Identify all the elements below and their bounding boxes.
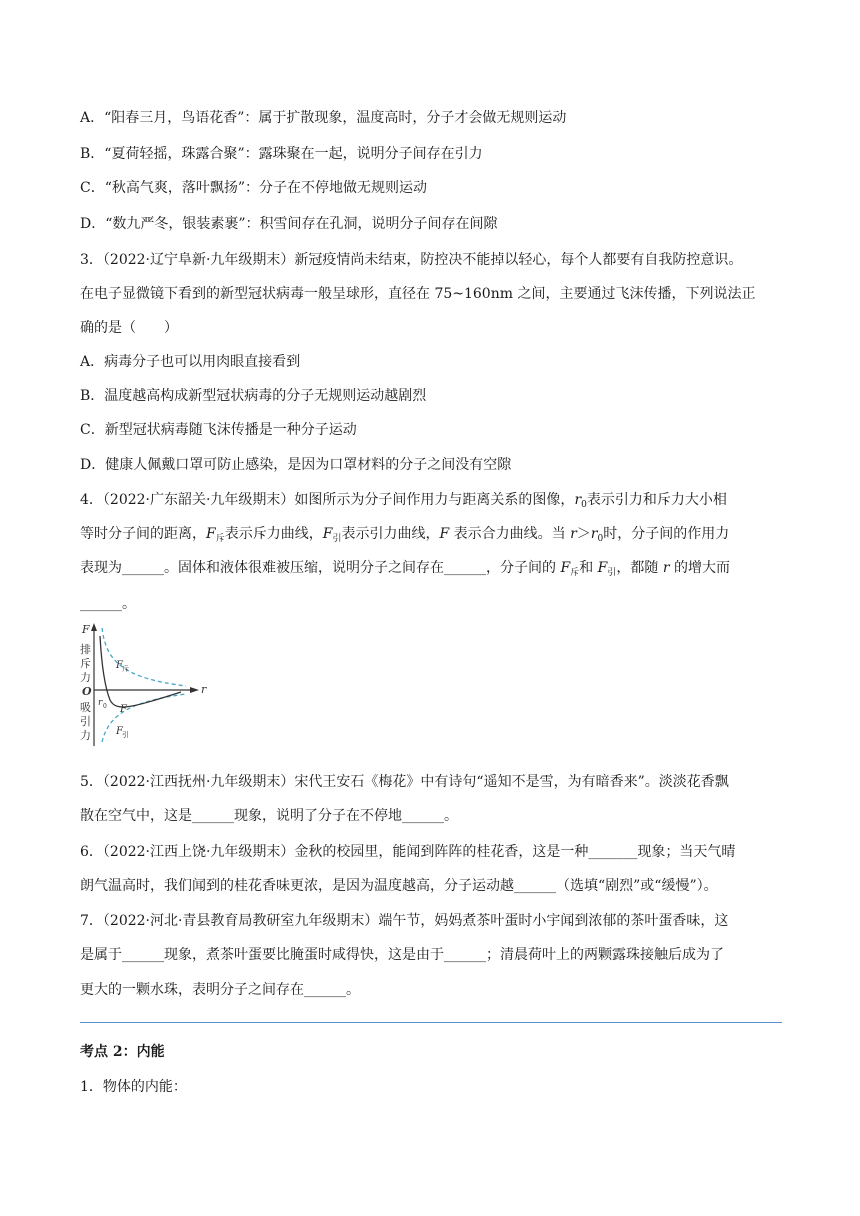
q4-text: 等时分子间的距离，	[80, 526, 206, 542]
q4-text: 表示斥力曲线，	[224, 526, 323, 542]
section-divider	[80, 1022, 782, 1023]
attractive-force-curve	[102, 694, 186, 742]
q7-line1: 7．（2022·河北·青县教育局教研室九年级期末）端午节，妈妈煮茶叶蛋时小宇闻到浓郁的茶叶蛋香味，这	[80, 913, 729, 929]
subscript: 引	[332, 534, 342, 544]
subscript: 引	[607, 568, 617, 578]
label-li-1: 力	[80, 671, 91, 684]
q3-option-c: C．新型冠状病毒随飞沫传播是一种分子运动	[80, 422, 357, 438]
axis-F-label: F	[82, 623, 90, 636]
q4-text: 和	[579, 560, 598, 576]
q5-line1: 5．（2022·江西抚州·九年级期末）宋代王安石《梅花》中有诗句“遥知不是雪，为有暗香来”。淡淡花香飘	[80, 774, 729, 790]
axis-r-label: r	[201, 683, 207, 696]
F-symbol: F	[560, 560, 571, 576]
curve-F-label: F	[120, 704, 127, 715]
q4-text: 表示合力曲线。当	[449, 526, 571, 542]
F-symbol: F	[597, 560, 608, 576]
subscript: 斥	[570, 568, 580, 578]
q4-text: 表示引力曲线，	[341, 526, 440, 542]
q7-line3: 更大的一颗水珠，表明分子之间存在______。	[80, 982, 360, 998]
q3-option-b: B．温度越高构成新型冠状病毒的分子无规则运动越剧烈	[80, 388, 427, 404]
origin-label: O	[82, 685, 92, 698]
q4-text: 表现为______。固体和液体很难被压缩，说明分子之间存在______，分子间的	[80, 560, 561, 576]
section-title: 考点 2：内能	[80, 1044, 165, 1060]
r0-symbol: r	[590, 526, 598, 542]
q4-text: 表示引力和斥力大小相	[586, 492, 727, 508]
F-symbol: F	[439, 526, 450, 542]
F-symbol: F	[206, 526, 216, 542]
q4-text: 时，分子间的作用力	[603, 526, 730, 542]
r-symbol: r	[662, 560, 670, 576]
curve-Fyin-sub: 引	[122, 731, 129, 739]
r0-symbol: r	[574, 492, 582, 508]
r-symbol: r	[570, 526, 577, 542]
subscript: 0	[597, 534, 604, 544]
q3-stem-line3: 确的是（ ）	[80, 320, 178, 336]
repulsive-force-curve	[102, 628, 186, 686]
q4-stem-line1	[80, 490, 784, 515]
q2-option-b: B．“夏荷轻摇，珠露合聚”：露珠聚在一起，说明分子间存在引力	[80, 146, 483, 162]
q4-text: 的增大而	[669, 560, 730, 576]
q4-text: ＞	[576, 526, 591, 542]
subscript: 斥	[215, 534, 225, 544]
subscript: 0	[581, 500, 587, 510]
q3-stem-line2: 在电子显微镜下看到的新型冠状病毒一般呈球形，直径在 75~160nm 之间，主要通过飞沫传播，下列说法正	[80, 286, 756, 302]
q7-line2: 是属于______现象，煮茶叶蛋要比腌蛋时咸得快，这是由于______；清晨荷叶上的两颗露珠接触后成为了	[80, 947, 724, 963]
q6-line2: 朗气温高时，我们闻到的桂花香味更浓，是因为温度越高，分子运动越______（选填“剧烈”或“缓慢”）。	[80, 878, 718, 894]
F-symbol: F	[322, 526, 333, 542]
resultant-force-curve	[100, 636, 181, 707]
q6-line1: 6．（2022·江西上饶·九年级期末）金秋的校园里，能闻到阵阵的桂花香，这是一种_______现象；当天气晴	[80, 844, 736, 860]
q2-option-d: D．“数九严冬，银装素裹”：积雪间存在孔洞，说明分子间存在间隙	[80, 216, 498, 232]
q2-option-c: C．“秋高气爽，落叶飘扬”：分子在不停地做无规则运动	[80, 180, 428, 196]
r0-label: r	[98, 698, 103, 708]
section-item-1: 1．物体的内能：	[80, 1079, 187, 1095]
q4-text: ，都随	[616, 560, 663, 576]
q3-option-a: A．病毒分子也可以用肉眼直接看到	[80, 354, 301, 370]
label-pai: 排	[80, 643, 91, 656]
vertical-axis-arrow	[91, 623, 97, 631]
label-chi: 斥	[80, 657, 91, 670]
q4-text: 4．（2022·广东韶关·九年级期末）如图所示为分子间作用力与距离关系的图像，	[80, 492, 575, 508]
q2-option-a: A．“阳春三月，鸟语花香”：属于扩散现象，温度高时，分子才会做无规则运动	[80, 110, 567, 126]
q3-option-d: D．健康人佩戴口罩可防止感染，是因为口罩材料的分子之间没有空隙	[80, 457, 512, 473]
label-yin: 引	[80, 715, 91, 728]
horizontal-axis-arrow	[190, 687, 199, 693]
curve-Fchi-label: F	[116, 660, 123, 671]
r0-sub: 0	[103, 703, 107, 710]
curve-Fyin-label: F	[116, 726, 123, 737]
q4-stem-line3	[80, 558, 784, 583]
q3-stem-line1: 3．（2022·辽宁阜新·九年级期末）新冠疫情尚未结束，防控决不能掉以轻心，每个人都要有自我防控意识。	[80, 252, 743, 268]
q5-line2: 散在空气中，这是______现象，说明了分子在不停地______。	[80, 808, 458, 824]
label-li-2: 力	[80, 729, 91, 742]
q4-stem-line2	[80, 524, 784, 549]
label-xi: 吸	[80, 701, 91, 714]
q4-stem-line4: ______。	[80, 596, 136, 612]
curve-Fchi-sub: 斥	[122, 665, 129, 673]
force-distance-figure	[76, 620, 226, 750]
